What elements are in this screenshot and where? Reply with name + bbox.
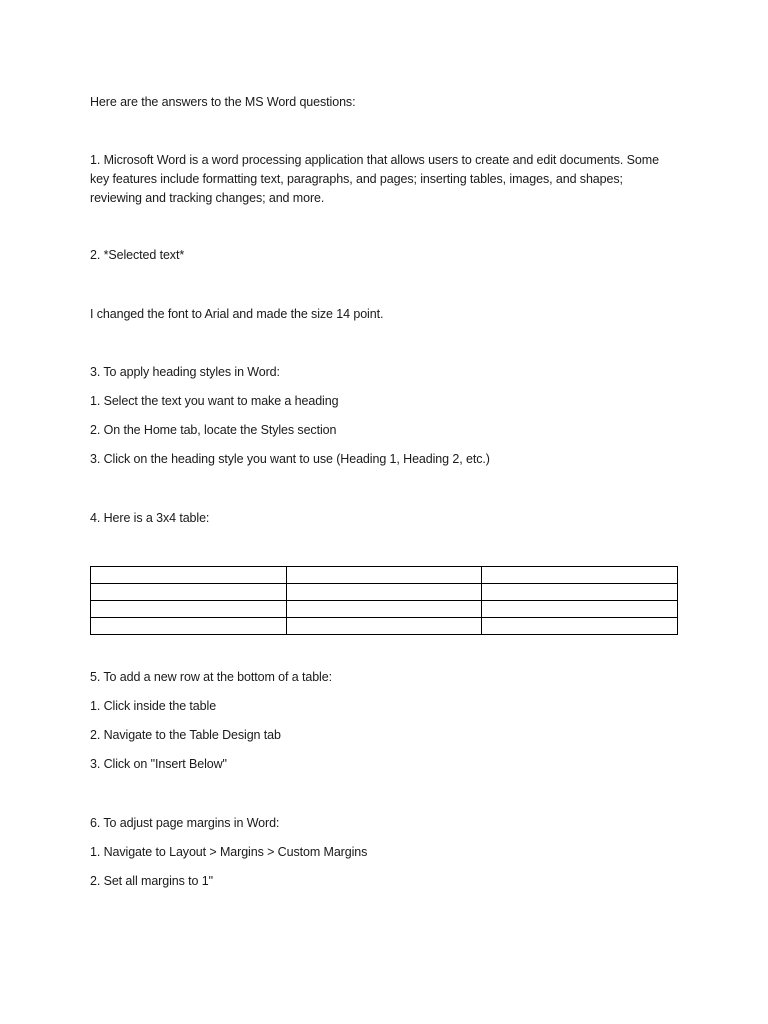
answer-3-step: 1. Select the text you want to make a heading <box>90 394 339 408</box>
answer-2-label: 2. *Selected text* <box>90 248 185 262</box>
table-cell[interactable] <box>91 618 287 635</box>
table-cell[interactable] <box>482 567 678 584</box>
table-row <box>91 584 678 601</box>
answer-3-heading: 3. To apply heading styles in Word: <box>90 365 280 379</box>
answer-1-line: 1. Microsoft Word is a word processing application that allows users to create and edit documents. Some <box>90 153 659 167</box>
table-row <box>91 618 678 635</box>
table-cell[interactable] <box>91 567 287 584</box>
empty-table-3x4[interactable] <box>90 566 678 635</box>
table-cell[interactable] <box>286 567 482 584</box>
table-cell[interactable] <box>286 584 482 601</box>
table-cell[interactable] <box>91 601 287 618</box>
table-cell[interactable] <box>482 601 678 618</box>
answer-2-text: I changed the font to Arial and made the size 14 point. <box>90 307 384 321</box>
table-cell[interactable] <box>482 584 678 601</box>
intro-text: Here are the answers to the MS Word questions: <box>90 95 356 109</box>
answer-5-step: 1. Click inside the table <box>90 699 217 713</box>
answer-1-line: key features include formatting text, paragraphs, and pages; inserting tables, images, and shapes; <box>90 172 623 186</box>
answer-1-line: reviewing and tracking changes; and more. <box>90 191 325 205</box>
answer-6-step: 1. Navigate to Layout > Margins > Custom Margins <box>90 845 368 859</box>
answer-4-heading: 4. Here is a 3x4 table: <box>90 511 210 525</box>
table-cell[interactable] <box>482 618 678 635</box>
answer-3-step: 3. Click on the heading style you want to use (Heading 1, Heading 2, etc.) <box>90 452 490 466</box>
answer-5-heading: 5. To add a new row at the bottom of a table: <box>90 670 332 684</box>
answer-3-step: 2. On the Home tab, locate the Styles section <box>90 423 337 437</box>
answer-6-heading: 6. To adjust page margins in Word: <box>90 816 280 830</box>
table-row <box>91 567 678 584</box>
answer-6-step: 2. Set all margins to 1" <box>90 874 213 888</box>
answer-1-paragraph <box>90 151 690 208</box>
table-row <box>91 601 678 618</box>
answer-5-step: 3. Click on "Insert Below" <box>90 757 227 771</box>
table-cell[interactable] <box>286 618 482 635</box>
table-cell[interactable] <box>286 601 482 618</box>
answer-5-step: 2. Navigate to the Table Design tab <box>90 728 281 742</box>
table-cell[interactable] <box>91 584 287 601</box>
